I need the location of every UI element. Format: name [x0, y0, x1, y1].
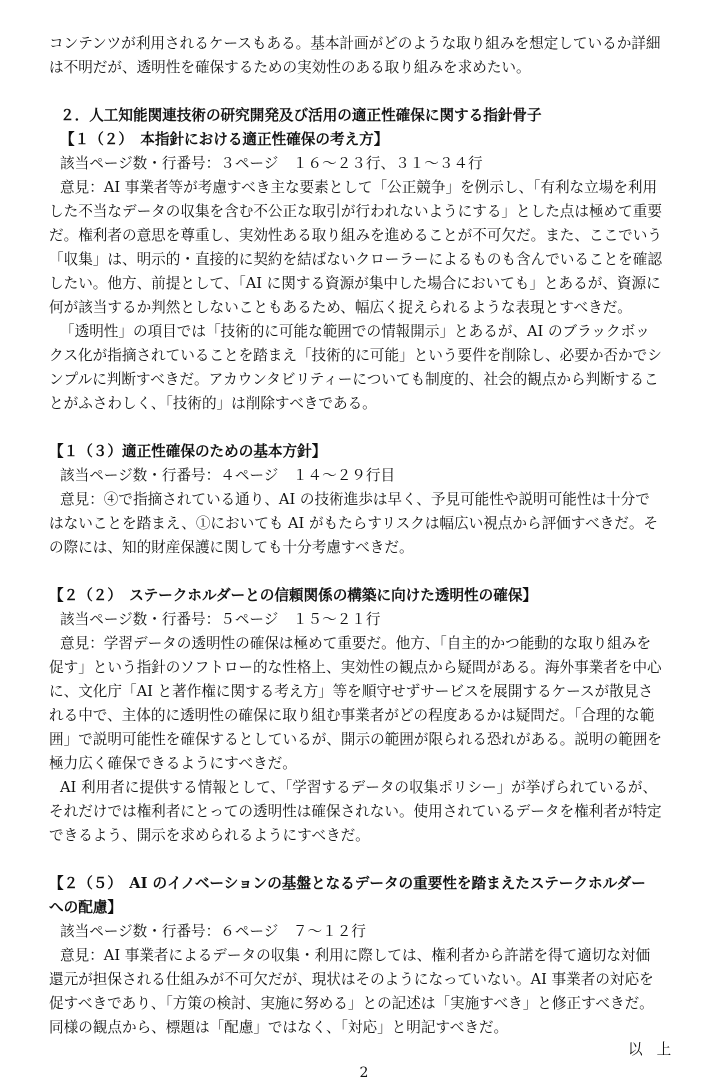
item-3-p1-l6: 極力広く確保できるようにすべきだ。: [49, 755, 297, 772]
item-3-ref: 該当ページ数・行番号：５ページ １５～２１行: [60, 611, 381, 628]
item-4-p1-l1: 意見：AI 事業者によるデータの収集・利用に際しては、権利者から許諾を得て適切な対価: [60, 947, 651, 964]
item-3-p2-l1: AI 利用者に提供する情報として、「学習するデータの収集ポリシー」が挙げられているが、: [60, 779, 658, 796]
item-3-heading: 【２（２） ステークホルダーとの信頼関係の構築に向けた透明性の確保】: [49, 587, 538, 604]
item-1-p1-l5: したい。他方、前提として、「AI に関する資源が集中した場合においても」とあるが、資源に: [49, 275, 661, 292]
item-1-p1-l1: 意見：AI 事業者等が考慮すべき主な要素として「公正競争」を例示し、「有利な立場を利用: [60, 179, 658, 196]
item-1-ref: 該当ページ数・行番号：３ページ １６～２３行、３１～３４行: [60, 155, 483, 172]
item-1-p2-l3: ンプルに判断すべきだ。アカウンタビリティーについても制度的、社会的観点から判断するこ: [49, 371, 659, 388]
page-number: 2: [359, 1065, 369, 1081]
item-2-ref: 該当ページ数・行番号：４ページ １４～２９行目: [60, 467, 396, 484]
item-4-p1-l2: 還元が担保される仕組みが不可欠だが、現状はそのようになっていない。AI 事業者の対応を: [49, 971, 654, 988]
item-3-p2-l3: できるよう、開示を求められるようにすべきだ。: [49, 827, 370, 844]
item-3-p1-l3: に、文化庁「AI と著作権に関する考え方」等を順守せずサービスを展開するケースが散見さ: [49, 683, 653, 700]
item-1-p1-l3: だ。権利者の意思を尊重し、実効性ある取り組みを進めることが不可欠だ。また、ここでいう: [49, 227, 662, 244]
item-4-heading-l1: 【２（５） AI のイノベーションの基盤となるデータの重要性を踏まえたステークホルダー: [49, 875, 646, 892]
item-1-heading: 【１（２） 本指針における適正性確保の考え方】: [60, 131, 389, 148]
section-heading: ２．人工知能関連技術の研究開発及び活用の適正性確保に関する指針骨子: [60, 107, 542, 124]
item-1-p2-l4: とがふさわしく、「技術的」は削除すべきである。: [49, 395, 377, 412]
item-3-p1-l5: 囲」で説明可能性を確保するとしているが、開示の範囲が限られる恐れがある。説明の範囲を: [49, 731, 662, 748]
item-4-ref: 該当ページ数・行番号：６ページ ７～１２行: [60, 923, 366, 940]
item-2-p1-l2: はないことを踏まえ、①においても AI がもたらすリスクは幅広い視点から評価すべきだ。そ: [49, 515, 659, 532]
item-4-p1-l4: 同様の観点から、標題は「配慮」ではなく、「対応」と明記すべきだ。: [49, 1019, 509, 1036]
item-4-p1-l3: 促すべきであり、「方策の検討、実施に努める」との記述は「実施すべき」と修正すべきだ。: [49, 995, 654, 1012]
item-1-p1-l6: 何が該当するか判然としないこともあるため、幅広く捉えられるような表現とすべきだ。: [49, 299, 632, 316]
closing-mark: 以上: [628, 1041, 686, 1058]
item-3-p2-l2: それだけでは権利者にとっての透明性は確保されない。使用されているデータを権利者が特定: [49, 803, 662, 820]
item-4-heading-l2: への配慮】: [49, 899, 122, 916]
intro-line-2: は不明だが、透明性を確保するための実効性のある取り組みを求めたい。: [49, 59, 531, 76]
item-1-p2-l2: クス化が指摘されていることを踏まえ「技術的に可能」という要件を削除し、必要か否かでシ: [49, 347, 662, 364]
item-3-p1-l1: 意見：学習データの透明性の確保は極めて重要だ。他方、「自主的かつ能動的な取り組みを: [60, 635, 652, 652]
item-3-p1-l4: れる中で、主体的に透明性の確保に取り組む事業者がどの程度あるかは疑問だ。「合理的な範: [49, 707, 655, 724]
intro-line-1: コンテンツが利用されるケースもある。基本計画がどのような取り組みを想定しているか詳細: [49, 35, 661, 52]
item-2-p1-l1: 意見：④で指摘されている通り、AI の技術進歩は早く、予見可能性や説明可能性は十分で: [60, 491, 650, 508]
item-1-p1-l2: した不当なデータの収集を含む不公正な取引が行われないようにする」とした点は極めて重要: [49, 203, 662, 220]
item-1-p1-l4: 「収集」は、明示的・直接的に契約を結ばないクローラーによるものも含んでいることを確認: [49, 251, 662, 268]
item-2-heading: 【１（３）適正性確保のための基本方針】: [49, 443, 327, 460]
item-1-p2-l1: 「透明性」の項目では「技術的に可能な範囲での情報開示」とあるが、AI のブラックボッ: [60, 323, 650, 340]
item-3-p1-l2: 促す」という指針のソフトロー的な性格上、実効性の観点から疑問がある。海外事業者を中心: [49, 659, 662, 676]
item-2-p1-l3: の際には、知的財産保護に関しても十分考慮すべきだ。: [49, 539, 414, 556]
